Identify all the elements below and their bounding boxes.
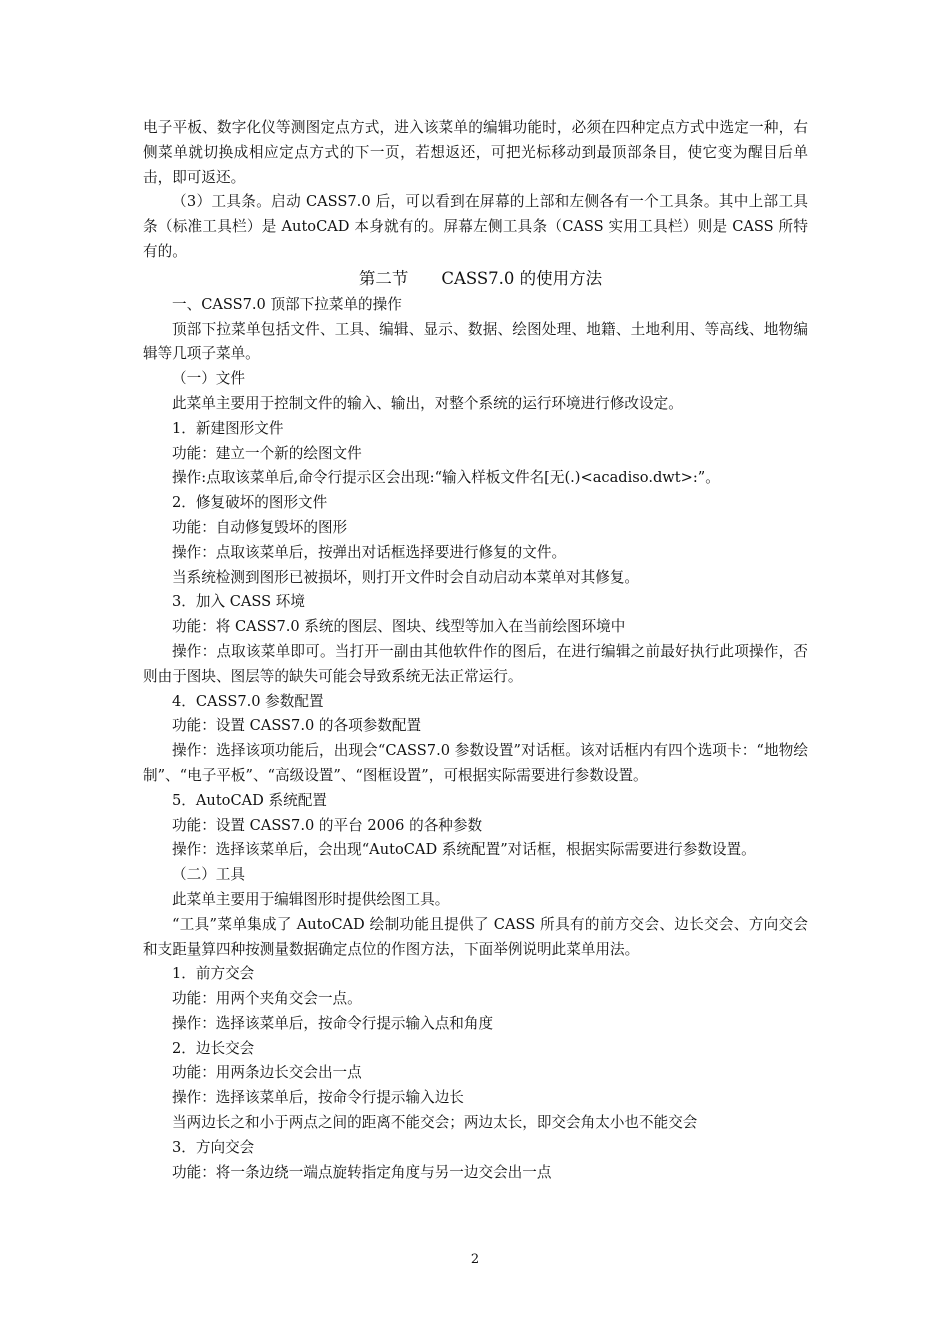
paragraph: 功能：设置 CASS7.0 的平台 2006 的各种参数 <box>172 816 483 834</box>
paragraph: 当两边长之和小于两点之间的距离不能交会；两边太长，即交会角太小也不能交会 <box>172 1114 698 1132</box>
paragraph: 3．方向交会 <box>172 1138 255 1156</box>
paragraph: 3．加入 CASS 环境 <box>172 593 305 611</box>
paragraph: 功能：用两个夹角交会一点。 <box>172 990 362 1008</box>
paragraph: 功能：建立一个新的绘图文件 <box>172 444 362 462</box>
paragraph: “工具”菜单集成了 AutoCAD 绘制功能且提供了 CASS 所具有的前方交会、边长交会、方向交会和支距量算四种按测量数据确定点位的作图方法，下面举例说明此菜单用法。 <box>143 915 808 958</box>
paragraph: 1．前方交会 <box>172 965 255 983</box>
paragraph: 5．AutoCAD 系统配置 <box>172 791 327 809</box>
paragraph: （3）工具条。启动 CASS7.0 后，可以看到在屏幕的上部和左侧各有一个工具条。其中上部工具条（标准工具栏）是 AutoCAD 本身就有的。屏幕左侧工具条（CASS 实用工具栏）则是 CASS 所特有的。 <box>143 193 808 260</box>
page-body <box>143 116 808 1185</box>
paragraph: 2．边长交会 <box>172 1039 255 1057</box>
section-heading: 第二节 CASS7.0 的使用方法 <box>358 268 603 288</box>
paragraph: 1．新建图形文件 <box>172 419 284 437</box>
paragraph: （二）工具 <box>172 866 245 884</box>
paragraph: 操作：选择该菜单后，按命令行提示输入边长 <box>172 1089 464 1107</box>
paragraph: 电子平板、数字化仪等测图定点方式，进入该菜单的编辑功能时，必须在四种定点方式中选定一种，右侧菜单就切换成相应定点方式的下一页，若想返还，可把光标移动到最顶部条目，使它变为醒目后单击，即可返还。 <box>143 119 808 186</box>
paragraph: 功能：将 CASS7.0 系统的图层、图块、线型等加入在当前绘图环境中 <box>172 618 626 636</box>
paragraph: 操作:点取该菜单后,命令行提示区会出现:“输入样板文件名[无(.)<acadiso.dwt>:”。 <box>172 469 720 487</box>
paragraph: 此菜单主要用于控制文件的输入、输出，对整个系统的运行环境进行修改设定。 <box>172 394 683 412</box>
paragraph: 功能：自动修复毁坏的图形 <box>172 518 348 536</box>
paragraph: 操作：点取该菜单即可。当打开一副由其他软件作的图后，在进行编辑之前最好执行此项操作，否则由于图块、图层等的缺失可能会导致系统无法正常运行。 <box>143 642 808 685</box>
paragraph: 操作：选择该菜单后，按命令行提示输入点和角度 <box>172 1014 494 1032</box>
paragraph: 操作：选择该项功能后，出现会“CASS7.0 参数设置”对话框。该对话框内有四个选项卡：“地物绘制”、“电子平板”、“高级设置”、“图框设置”，可根据实际需要进行参数设置。 <box>143 742 808 784</box>
paragraph: 一、CASS7.0 顶部下拉菜单的操作 <box>172 295 402 313</box>
paragraph: 顶部下拉菜单包括文件、工具、编辑、显示、数据、绘图处理、地籍、土地利用、等高线、地物编辑等几项子菜单。 <box>143 320 808 363</box>
page-number: 2 <box>470 1252 480 1267</box>
paragraph: 操作：选择该菜单后，会出现“AutoCAD 系统配置”对话框，根据实际需要进行参数设置。 <box>172 841 756 859</box>
paragraph: （一）文件 <box>172 370 245 388</box>
paragraph: 当系统检测到图形已被损坏，则打开文件时会自动启动本菜单对其修复。 <box>172 568 640 586</box>
paragraph: 功能：用两条边长交会出一点 <box>172 1064 362 1082</box>
paragraph: 功能：设置 CASS7.0 的各项参数配置 <box>172 717 422 735</box>
paragraph: 4．CASS7.0 参数配置 <box>172 692 324 710</box>
paragraph: 操作：点取该菜单后，按弹出对话框选择要进行修复的文件。 <box>172 543 567 561</box>
paragraph: 功能：将一条边绕一端点旋转指定角度与另一边交会出一点 <box>172 1163 552 1181</box>
paragraph: 此菜单主要用于编辑图形时提供绘图工具。 <box>172 890 450 908</box>
paragraph: 2．修复破坏的图形文件 <box>172 494 328 512</box>
